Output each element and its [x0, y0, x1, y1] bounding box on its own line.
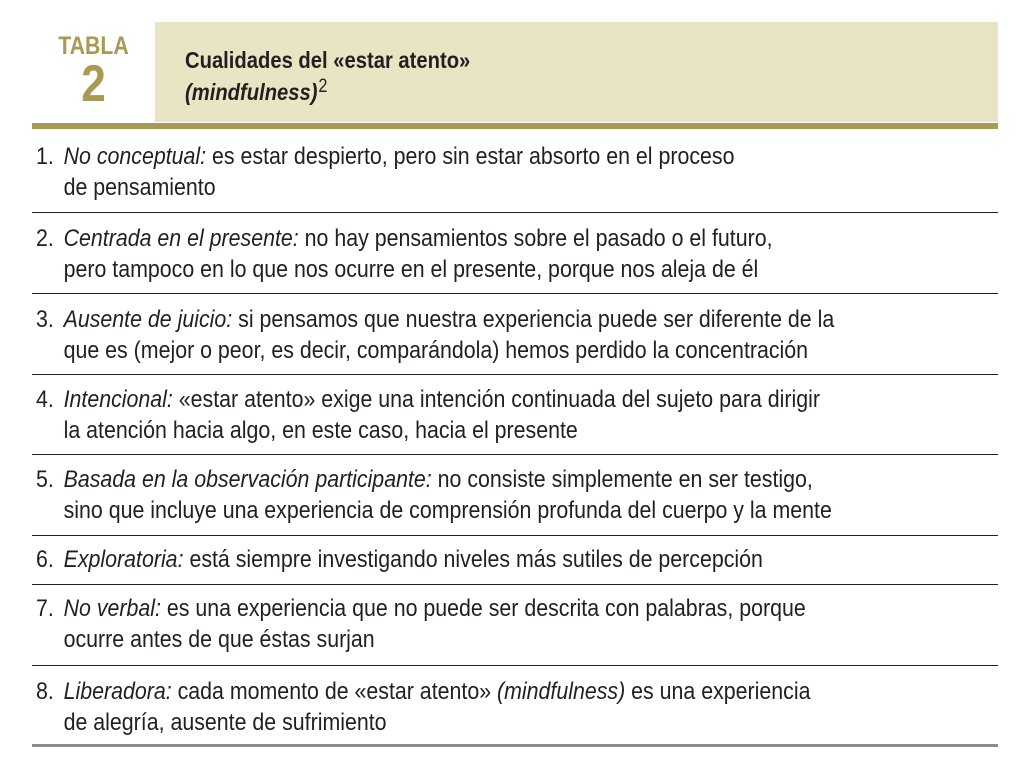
item-number: 7. [36, 595, 54, 622]
item-description-continued: ocurre antes de que éstas surjan [63, 626, 375, 653]
item-description: cada momento de «estar atento» [171, 678, 498, 705]
list-item-text [36, 593, 806, 655]
item-number: 2. [36, 225, 54, 252]
bottom-divider [32, 744, 998, 747]
item-description: no hay pensamientos sobre el pasado o el futuro, [298, 225, 773, 252]
item-term: Centrada en el presente: [63, 225, 299, 252]
item-number: 3. [36, 306, 54, 333]
table-subtitle-text: (mindfulness) [185, 79, 318, 105]
table-number-badge [41, 22, 146, 122]
list-item-text [36, 304, 834, 366]
item-description-continued: que es (mejor o peor, es decir, comparándola) hemos perdido la concentración [63, 337, 809, 364]
list-item [32, 375, 998, 455]
table-label: TABLA [58, 32, 129, 60]
list-item [32, 585, 998, 666]
item-description: si pensamos que nuestra experiencia puede ser diferente de la [232, 306, 835, 333]
item-term: Intencional: [63, 386, 173, 413]
table-title: Cualidades del «estar atento» [185, 47, 471, 73]
item-term: Ausente de juicio: [63, 306, 233, 333]
list-item-text [36, 464, 832, 526]
list-item [32, 536, 998, 585]
list-item-text [36, 223, 773, 285]
table-header [32, 22, 998, 122]
list-item [32, 213, 998, 294]
item-term: No verbal: [63, 595, 161, 622]
list-item [32, 129, 998, 213]
table-subtitle [185, 76, 327, 106]
item-term: Exploratoria: [63, 546, 184, 573]
list-item [32, 294, 998, 375]
item-description: es una experiencia que no puede ser descrita con palabras, porque [160, 595, 806, 622]
item-term: Basada en la observación participante: [63, 466, 432, 493]
item-description: no consiste simplemente en ser testigo, [431, 466, 813, 493]
item-description-continued: de pensamiento [63, 174, 216, 201]
item-description: es estar despierto, pero sin estar absorto en el proceso [206, 143, 735, 170]
item-number: 5. [36, 466, 54, 493]
list-item-text [36, 544, 763, 575]
reference-superscript: 2 [318, 76, 328, 97]
qualities-list [32, 129, 998, 744]
list-item-text [36, 141, 734, 203]
list-item-text [36, 384, 820, 446]
item-description: está siempre investigando niveles más sutiles de percepción [183, 546, 763, 573]
item-description-continued: de alegría, ausente de sufrimiento [63, 709, 387, 736]
item-number: 4. [36, 386, 54, 413]
item-number: 6. [36, 546, 54, 573]
item-number: 1. [36, 143, 54, 170]
item-description: «estar atento» exige una intención continuada del sujeto para dirigir [172, 386, 821, 413]
item-term: Liberadora: [63, 678, 172, 705]
item-description-continued: pero tampoco en lo que nos ocurre en el presente, porque nos aleja de él [63, 256, 759, 283]
item-description-continued: la atención hacia algo, en este caso, hacia el presente [63, 417, 578, 444]
list-item [32, 666, 998, 744]
item-description-end: es una experiencia [625, 678, 811, 705]
item-description-italic: (mindfulness) [497, 678, 626, 705]
table-title-box [155, 22, 998, 122]
item-term: No conceptual: [63, 143, 207, 170]
item-description-continued: sino que incluye una experiencia de comprensión profunda del cuerpo y la mente [63, 497, 832, 524]
list-item-text [36, 676, 810, 738]
item-number: 8. [36, 678, 54, 705]
table-number: 2 [81, 55, 106, 113]
list-item [32, 455, 998, 536]
